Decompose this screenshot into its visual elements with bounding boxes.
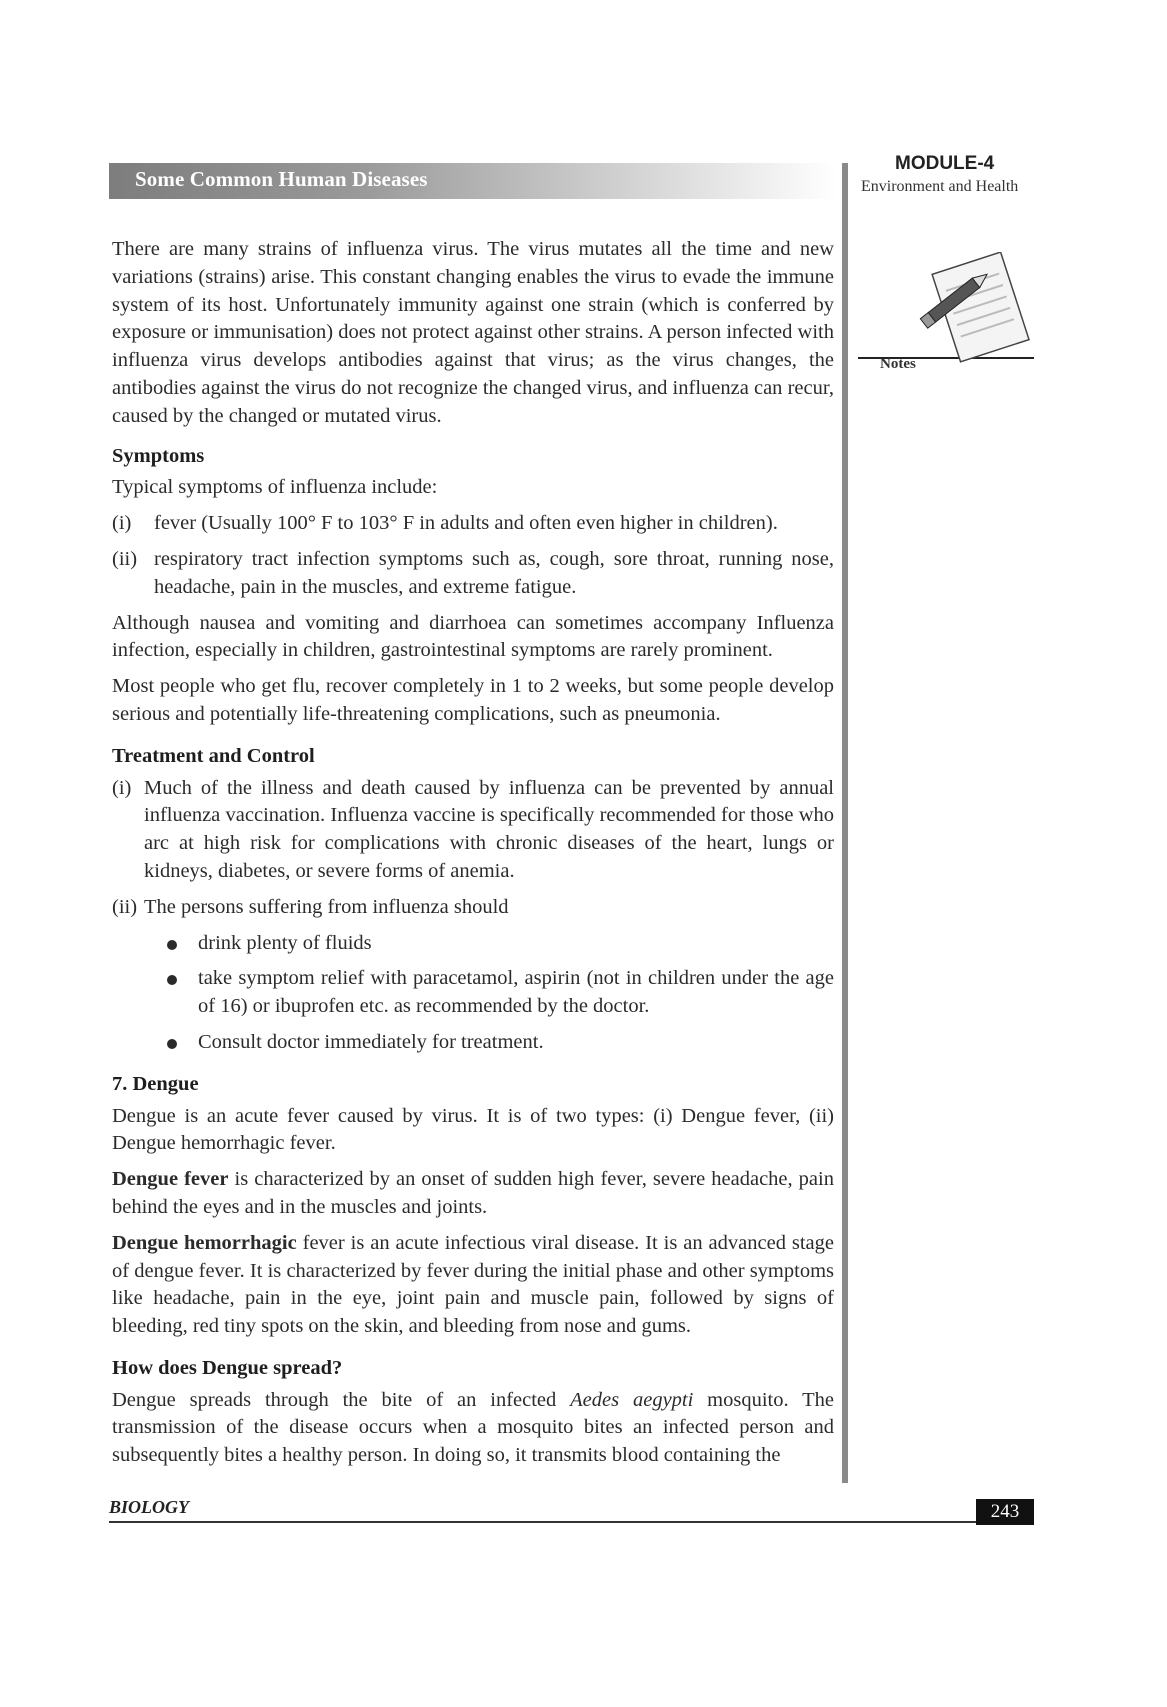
chapter-title: Some Common Human Diseases bbox=[135, 167, 428, 191]
bullet-text: Consult doctor immediately for treatment. bbox=[198, 1030, 544, 1053]
spread-text-after: mosquito. The transmission of the disease occurs when a mosquito bites an infected person and subsequently bites a healthy person. In doing so, it transmits blood containing the bbox=[112, 1388, 834, 1467]
list-text: Much of the illness and death caused by influenza can be prevented by annual influenza vaccination. Influenza vaccine is specifically recommended for those who arc at high risk for complications with chronic diseases of the heart, lungs or kidneys, diabetes, or severe forms of anemia. bbox=[144, 776, 834, 882]
symptoms-paragraph: Most people who get flu, recover completely in 1 to 2 weeks, but some people develop serious and potentially life-threatening complications, such as pneumonia. bbox=[112, 675, 834, 725]
spread-paragraph bbox=[112, 1387, 834, 1470]
notes-label: Notes bbox=[880, 356, 916, 372]
notes-box bbox=[858, 252, 1034, 380]
list-text: The persons suffering from influenza should bbox=[144, 895, 509, 918]
chapter-header-band bbox=[109, 163, 837, 199]
symptoms-lead: Typical symptoms of influenza include: bbox=[112, 476, 438, 499]
list-number: (ii) bbox=[112, 547, 138, 570]
dengue-hemorrhagic-text: fever is an acute infectious viral disease. It is an advanced stage of dengue fever. It is characterized by fever during the initial phase and other symptoms like headache, pain in the eye, joint pain and muscle pain, followed by signs of bleeding, red tiny spots on the skin, and bleeding from nose and gums. bbox=[112, 1231, 834, 1338]
list-text: fever (Usually 100° F to 103° F in adults and often even higher in children). bbox=[154, 512, 778, 535]
list-number: (i) bbox=[112, 776, 132, 799]
dengue-fever-text: is characterized by an onset of sudden high fever, severe headache, pain behind the eyes and in the muscles and joints. bbox=[112, 1168, 834, 1218]
spread-heading: How does Dengue spread? bbox=[112, 1356, 343, 1379]
bullet-item bbox=[112, 1029, 834, 1057]
list-number: (ii) bbox=[112, 895, 138, 918]
margin-divider bbox=[842, 163, 848, 1483]
footer-subject: BIOLOGY bbox=[109, 1497, 189, 1517]
page-number: 243 bbox=[976, 1499, 1034, 1525]
bullet-item bbox=[112, 930, 834, 958]
dengue-hemorrhagic-term: Dengue hemorrhagic bbox=[112, 1231, 297, 1254]
list-text: respiratory tract infection symptoms such as, cough, sore throat, running nose, headache, pain in the muscles, and extreme fatigue. bbox=[154, 547, 834, 598]
dengue-fever-paragraph bbox=[112, 1166, 834, 1222]
list-item bbox=[112, 546, 834, 602]
page-body bbox=[112, 236, 834, 1478]
dengue-fever-term: Dengue fever bbox=[112, 1168, 229, 1191]
intro-paragraph: There are many strains of influenza virus. The virus mutates all the time and new variations (strains) arise. This constant changing enables the virus to evade the immune system of its host. Unfortunately immunity against one strain (which is conferred by exposure or immunisation) does not protect against other strains. A person infected with influenza virus develops antibodies against that virus; as the virus changes, the antibodies against the virus do not recognize the changed virus, and influenza can recur, caused by the changed or mutated virus. bbox=[112, 238, 834, 427]
list-item bbox=[112, 510, 834, 538]
list-item bbox=[112, 894, 834, 922]
dengue-intro: Dengue is an acute fever caused by virus. It is of two types: (i) Dengue fever, (ii) Dengue hemorrhagic fever. bbox=[112, 1104, 834, 1155]
bullet-dot-icon bbox=[167, 1039, 177, 1049]
bullet-text: drink plenty of fluids bbox=[198, 931, 372, 954]
treatment-bullets bbox=[112, 930, 834, 1057]
symptoms-paragraph: Although nausea and vomiting and diarrhoea can sometimes accompany Influenza infection, especially in children, gastrointestinal symptoms are rarely prominent. bbox=[112, 611, 834, 662]
dengue-heading: 7. Dengue bbox=[112, 1072, 199, 1095]
bullet-text: take symptom relief with paracetamol, aspirin (not in children under the age of 16) or ibuprofen etc. as recommended by the doctor. bbox=[198, 967, 834, 1018]
bullet-item bbox=[112, 965, 834, 1021]
list-number: (i) bbox=[112, 512, 132, 535]
treatment-heading: Treatment and Control bbox=[112, 744, 315, 767]
footer-rule bbox=[109, 1521, 1034, 1523]
dengue-hemorrhagic-paragraph bbox=[112, 1230, 834, 1341]
module-label: MODULE-4 bbox=[895, 153, 995, 174]
species-name: Aedes aegypti bbox=[570, 1388, 694, 1411]
spread-text-before: Dengue spreads through the bite of an infected bbox=[112, 1388, 571, 1411]
module-subtitle: Environment and Health bbox=[861, 178, 1019, 195]
list-item bbox=[112, 775, 834, 886]
bullet-dot-icon bbox=[167, 975, 177, 985]
bullet-dot-icon bbox=[167, 940, 177, 950]
symptoms-heading: Symptoms bbox=[112, 444, 205, 467]
